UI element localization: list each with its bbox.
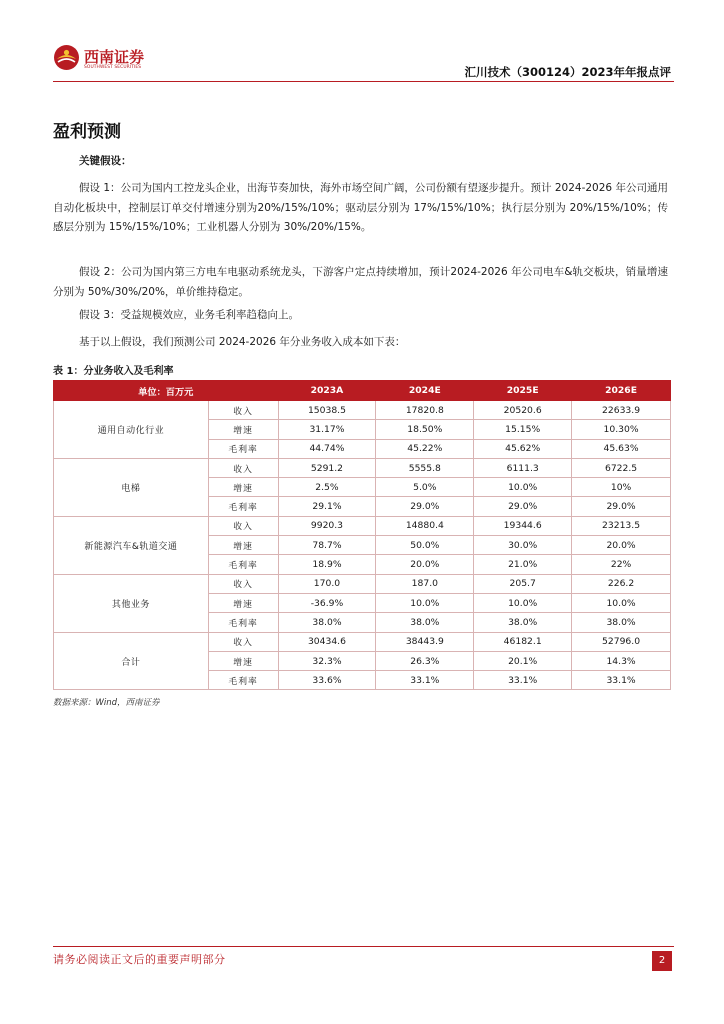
value-cell: 22633.9 bbox=[572, 401, 671, 420]
value-cell: 5.0% bbox=[376, 478, 474, 497]
metric-name-cell: 增速 bbox=[208, 478, 278, 497]
value-cell: 29.0% bbox=[376, 497, 474, 516]
value-cell: 10.0% bbox=[572, 593, 671, 612]
value-cell: 33.1% bbox=[376, 671, 474, 690]
value-cell: 20.1% bbox=[474, 651, 572, 670]
assumption-paragraph-3: 假设 3：受益规模效应，业务毛利率趋稳向上。 bbox=[79, 309, 300, 321]
value-cell: 45.22% bbox=[376, 439, 474, 458]
footer-divider bbox=[53, 946, 674, 947]
metric-name-cell: 增速 bbox=[208, 536, 278, 555]
table-row bbox=[54, 574, 671, 593]
value-cell: 18.50% bbox=[376, 420, 474, 439]
value-cell: 170.0 bbox=[278, 574, 376, 593]
value-cell: 45.62% bbox=[474, 439, 572, 458]
metric-name-cell: 增速 bbox=[208, 593, 278, 612]
value-cell: 20.0% bbox=[572, 536, 671, 555]
value-cell: 32.3% bbox=[278, 651, 376, 670]
year-header: 2026E bbox=[572, 381, 671, 401]
year-header: 2023A bbox=[278, 381, 376, 401]
forecast-intro-paragraph: 基于以上假设，我们预测公司 2024-2026 年分业务收入成本如下表： bbox=[79, 336, 406, 348]
value-cell: 33.6% bbox=[278, 671, 376, 690]
value-cell: 26.3% bbox=[376, 651, 474, 670]
table-row bbox=[54, 632, 671, 651]
value-cell: 187.0 bbox=[376, 574, 474, 593]
table-header-row bbox=[54, 381, 671, 401]
value-cell: 6111.3 bbox=[474, 458, 572, 477]
southwest-securities-logo-icon bbox=[53, 44, 80, 71]
assumption-paragraph-1: 假设 1：公司为国内工控龙头企业，出海节奏加快，海外市场空间广阔，公司份额有望逐步提升。预计 2024-2026 年公司通用自动化板块中，控制层订单交付增速分别为20%/15%/10%；驱动层分别为 17%/15%/10%；执行层分别为 20%/15%/10%；传感层分别为 15%/15%/10%；工业机器人分别为 30%/20%/15%。 bbox=[53, 182, 668, 233]
value-cell: 38.0% bbox=[376, 613, 474, 632]
value-cell: 5291.2 bbox=[278, 458, 376, 477]
value-cell: 23213.5 bbox=[572, 516, 671, 535]
value-cell: 9920.3 bbox=[278, 516, 376, 535]
value-cell: 52796.0 bbox=[572, 632, 671, 651]
value-cell: 33.1% bbox=[572, 671, 671, 690]
logo-text: 西南证券 bbox=[84, 48, 145, 66]
value-cell: 17820.8 bbox=[376, 401, 474, 420]
value-cell: 44.74% bbox=[278, 439, 376, 458]
value-cell: 10.30% bbox=[572, 420, 671, 439]
value-cell: 18.9% bbox=[278, 555, 376, 574]
company-logo bbox=[53, 44, 163, 78]
page-number: 2 bbox=[652, 951, 672, 971]
value-cell: 20.0% bbox=[376, 555, 474, 574]
header-divider bbox=[53, 81, 674, 82]
value-cell: 14.3% bbox=[572, 651, 671, 670]
value-cell: 10.0% bbox=[474, 478, 572, 497]
value-cell: 45.63% bbox=[572, 439, 671, 458]
metric-name-cell: 毛利率 bbox=[208, 671, 278, 690]
segment-name-cell: 新能源汽车&轨道交通 bbox=[54, 516, 209, 574]
value-cell: 50.0% bbox=[376, 536, 474, 555]
value-cell: 10% bbox=[572, 478, 671, 497]
metric-name-cell: 收入 bbox=[208, 574, 278, 593]
segment-revenue-table bbox=[53, 380, 671, 690]
metric-name-cell: 收入 bbox=[208, 516, 278, 535]
value-cell: 2.5% bbox=[278, 478, 376, 497]
value-cell: 22% bbox=[572, 555, 671, 574]
value-cell: 78.7% bbox=[278, 536, 376, 555]
footer-disclaimer: 请务必阅读正文后的重要声明部分 bbox=[53, 953, 226, 966]
value-cell: 21.0% bbox=[474, 555, 572, 574]
table-row bbox=[54, 401, 671, 420]
metric-name-cell: 毛利率 bbox=[208, 613, 278, 632]
metric-name-cell: 收入 bbox=[208, 401, 278, 420]
value-cell: -36.9% bbox=[278, 593, 376, 612]
data-source-note: 数据来源：Wind，西南证券 bbox=[53, 698, 160, 708]
segment-name-cell: 通用自动化行业 bbox=[54, 401, 209, 459]
value-cell: 29.0% bbox=[572, 497, 671, 516]
metric-name-cell: 收入 bbox=[208, 458, 278, 477]
metric-name-cell: 毛利率 bbox=[208, 439, 278, 458]
segment-name-cell: 电梯 bbox=[54, 458, 209, 516]
value-cell: 29.0% bbox=[474, 497, 572, 516]
value-cell: 226.2 bbox=[572, 574, 671, 593]
value-cell: 15.15% bbox=[474, 420, 572, 439]
report-title: 汇川技术（300124）2023年年报点评 bbox=[464, 65, 671, 79]
logo-subtext: SOUTHWEST SECURITIES bbox=[84, 65, 142, 70]
segment-name-cell: 合计 bbox=[54, 632, 209, 690]
assumption-paragraph-2: 假设 2：公司为国内第三方电车电驱动系统龙头，下游客户定点持续增加，预计2024-2026 年公司电车&轨交板块，销量增速分别为 50%/30%/20%，单价维持稳定。 bbox=[53, 266, 668, 298]
value-cell: 14880.4 bbox=[376, 516, 474, 535]
section-title: 盈利预测 bbox=[53, 122, 121, 142]
value-cell: 29.1% bbox=[278, 497, 376, 516]
year-header: 2025E bbox=[474, 381, 572, 401]
value-cell: 10.0% bbox=[376, 593, 474, 612]
value-cell: 205.7 bbox=[474, 574, 572, 593]
metric-name-cell: 毛利率 bbox=[208, 497, 278, 516]
value-cell: 6722.5 bbox=[572, 458, 671, 477]
value-cell: 33.1% bbox=[474, 671, 572, 690]
table-caption: 表 1：分业务收入及毛利率 bbox=[53, 366, 174, 377]
value-cell: 38.0% bbox=[572, 613, 671, 632]
unit-header: 单位：百万元 bbox=[54, 381, 279, 401]
value-cell: 10.0% bbox=[474, 593, 572, 612]
metric-name-cell: 增速 bbox=[208, 420, 278, 439]
year-header: 2024E bbox=[376, 381, 474, 401]
metric-name-cell: 收入 bbox=[208, 632, 278, 651]
value-cell: 30.0% bbox=[474, 536, 572, 555]
table-row bbox=[54, 516, 671, 535]
segment-name-cell: 其他业务 bbox=[54, 574, 209, 632]
value-cell: 19344.6 bbox=[474, 516, 572, 535]
value-cell: 5555.8 bbox=[376, 458, 474, 477]
metric-name-cell: 增速 bbox=[208, 651, 278, 670]
value-cell: 38443.9 bbox=[376, 632, 474, 651]
table-row bbox=[54, 458, 671, 477]
key-assumptions-heading: 关键假设： bbox=[79, 155, 132, 167]
value-cell: 38.0% bbox=[278, 613, 376, 632]
value-cell: 30434.6 bbox=[278, 632, 376, 651]
value-cell: 20520.6 bbox=[474, 401, 572, 420]
metric-name-cell: 毛利率 bbox=[208, 555, 278, 574]
value-cell: 31.17% bbox=[278, 420, 376, 439]
value-cell: 46182.1 bbox=[474, 632, 572, 651]
value-cell: 15038.5 bbox=[278, 401, 376, 420]
value-cell: 38.0% bbox=[474, 613, 572, 632]
